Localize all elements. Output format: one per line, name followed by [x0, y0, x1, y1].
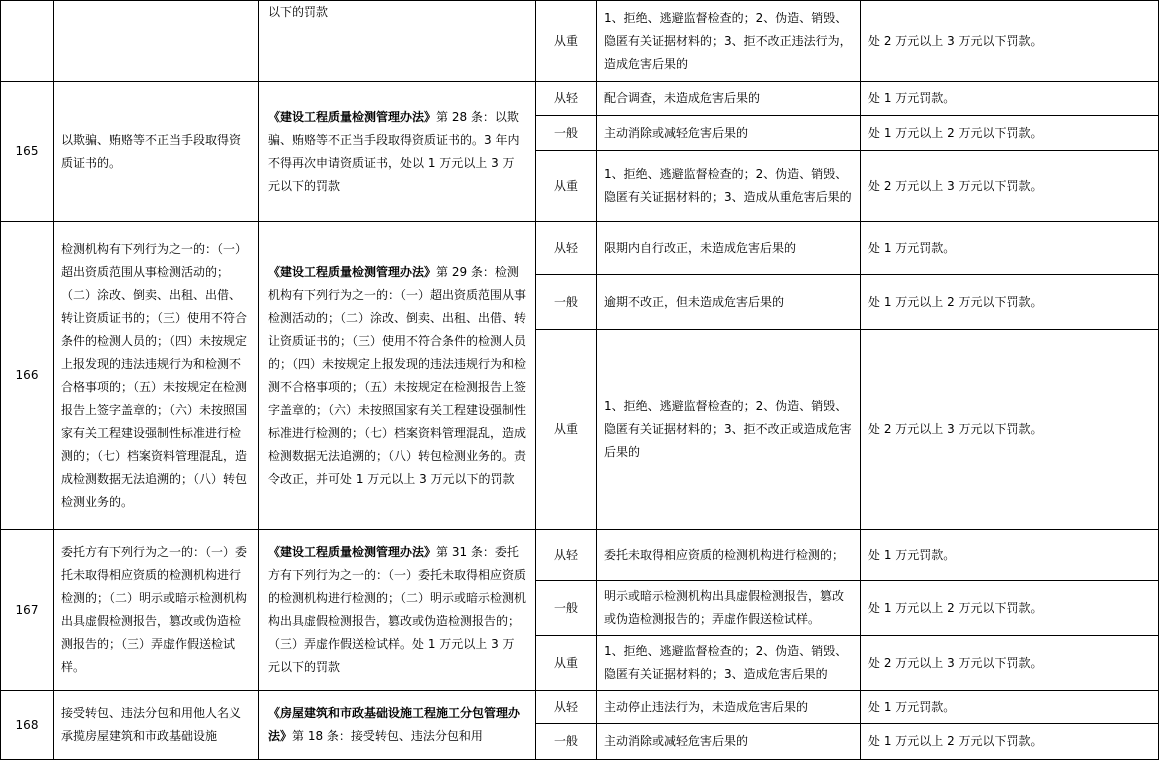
discretion-level-cell: 一般 — [536, 724, 597, 760]
violation-cell: 接受转包、违法分包和用他人名义承揽房屋建筑和市政基础设施 — [54, 691, 259, 760]
circumstance-cell: 1、拒绝、逃避监督检查的；2、伪造、销毁、隐匿有关证据材料的；3、拒不改正违法行为，造成危害后果的 — [597, 1, 861, 82]
penalty-cell: 处 1 万元罚款。 — [861, 691, 1159, 724]
penalty-cell: 处 1 万元以上 2 万元以下罚款。 — [861, 724, 1159, 760]
penalty-cell: 处 1 万元罚款。 — [861, 530, 1159, 581]
discretion-level-cell: 一般 — [536, 275, 597, 330]
circumstance-cell: 主动停止违法行为，未造成危害后果的 — [597, 691, 861, 724]
law-title: 《建设工程质量检测管理办法》 — [268, 109, 437, 124]
law-title: 《建设工程质量检测管理办法》 — [268, 545, 437, 559]
penalty-cell: 处 2 万元以上 3 万元以下罚款。 — [861, 330, 1159, 530]
circumstance-cell: 1、拒绝、逃避监督检查的；2、伪造、销毁、隐匿有关证据材料的；3、拒不改正或造成危害后果的 — [597, 330, 861, 530]
legal-basis-cell — [259, 222, 536, 530]
penalty-cell: 处 2 万元以上 3 万元以下罚款。 — [861, 636, 1159, 691]
discretion-level-cell: 从轻 — [536, 222, 597, 275]
violation-cell: 检测机构有下列行为之一的：（一）超出资质范围从事检测活动的；（二）涂改、倒卖、出租、出借、转让资质证书的；（三）使用不符合条件的检测人员的；（四）未按规定上报发现的违法违规行为和检测不合格事项的；（五）未按规定在检测报告上签字盖章的；（六）未按照国家有关工程建设强制性标准进行检测的；（七）档案资料管理混乱，造成检测数据无法追溯的；（八）转包检测业务的。 — [54, 222, 259, 530]
penalty-cell: 处 2 万元以上 3 万元以下罚款。 — [861, 151, 1159, 222]
law-article: 第 31 条：委托方有下列行为之一的：（一）委托未取得相应资质的检测机构进行检测的；（二）明示或暗示检测机构出具虚假检测报告，篡改或伪造检测报告的；（三）弄虚作假送检试样。处 1 万元以上 3 万元以下的罚款 — [268, 545, 527, 674]
circumstance-cell: 委托未取得相应资质的检测机构进行检测的； — [597, 530, 861, 581]
discretion-level-cell: 从重 — [536, 1, 597, 82]
circumstance-cell: 主动消除或减轻危害后果的 — [597, 116, 861, 151]
penalty-cell: 处 2 万元以上 3 万元以下罚款。 — [861, 1, 1159, 82]
discretion-level-cell: 从重 — [536, 151, 597, 222]
table-row — [1, 82, 1159, 116]
violation-cell: 以欺骗、贿赂等不正当手段取得资质证书的。 — [54, 82, 259, 222]
circumstance-cell: 明示或暗示检测机构出具虚假检测报告，篡改或伪造检测报告的；弄虚作假送检试样。 — [597, 581, 861, 636]
row-number-cell: 168 — [1, 691, 54, 760]
law-article: 第 28 条：以欺骗、贿赂等不正当手段取得资质证书的。3 年内不得再次申请资质证书，处以 1 万元以上 3 万元以下的罚款 — [268, 109, 520, 193]
legal-basis-cell — [259, 1, 536, 82]
legal-basis-cell — [259, 82, 536, 222]
legal-basis-cell — [259, 691, 536, 760]
law-title: 《房屋建筑和市政基础设施工程施工分包管理办法》 — [268, 706, 521, 743]
discretion-level-cell: 一般 — [536, 116, 597, 151]
discretion-level-cell: 从轻 — [536, 530, 597, 581]
penalty-cell: 处 1 万元以上 2 万元以下罚款。 — [861, 116, 1159, 151]
discretion-level-cell: 一般 — [536, 581, 597, 636]
discretion-level-cell: 从轻 — [536, 82, 597, 116]
violation-cell: 委托方有下列行为之一的：（一）委托未取得相应资质的检测机构进行检测的；（二）明示或暗示检测机构出具虚假检测报告，篡改或伪造检测报告的；（三）弄虚作假送检试样。 — [54, 530, 259, 691]
table-row — [1, 222, 1159, 275]
legal-basis-text: 以下的罚款 — [268, 5, 329, 19]
discretion-level-cell: 从轻 — [536, 691, 597, 724]
legal-basis-cell — [259, 530, 536, 691]
circumstance-cell: 1、拒绝、逃避监督检查的；2、伪造、销毁、隐匿有关证据材料的；3、造成从重危害后果的 — [597, 151, 861, 222]
circumstance-cell: 1、拒绝、逃避监督检查的；2、伪造、销毁、隐匿有关证据材料的；3、造成危害后果的 — [597, 636, 861, 691]
penalty-cell: 处 1 万元罚款。 — [861, 222, 1159, 275]
table-row — [1, 1, 1159, 82]
row-number-cell: 167 — [1, 530, 54, 691]
law-title: 《建设工程质量检测管理办法》 — [268, 264, 437, 279]
circumstance-cell: 主动消除或减轻危害后果的 — [597, 724, 861, 760]
law-article: 第 29 条：检测机构有下列行为之一的：（一）超出资质范围从事检测活动的；（二）涂改、倒卖、出租、出借、转让资质证书的；（三）使用不符合条件的检测人员的；（四）未按规定上报发现的违法违规行为和检测不合格事项的；（五）未按规定在检测报告上签字盖章的；（六）未按照国家有关工程建设强制性标准进行检测的；（七）档案资料管理混乱，造成检测数据无法追溯的；（八）转包检测业务的。责令改正，并可处 1 万元以上 3 万元以下的罚款 — [268, 264, 527, 486]
row-number-cell — [1, 1, 54, 82]
circumstance-cell: 配合调查，未造成危害后果的 — [597, 82, 861, 116]
row-number-cell: 166 — [1, 222, 54, 530]
discretion-level-cell: 从重 — [536, 330, 597, 530]
circumstance-cell: 限期内自行改正，未造成危害后果的 — [597, 222, 861, 275]
violation-cell — [54, 1, 259, 82]
law-article: 第 18 条：接受转包、违法分包和用 — [292, 729, 483, 743]
penalty-cell: 处 1 万元以上 2 万元以下罚款。 — [861, 581, 1159, 636]
circumstance-cell: 逾期不改正，但未造成危害后果的 — [597, 275, 861, 330]
penalty-cell: 处 1 万元罚款。 — [861, 82, 1159, 116]
table-row — [1, 530, 1159, 581]
table-row — [1, 691, 1159, 724]
row-number-cell: 165 — [1, 82, 54, 222]
penalty-cell: 处 1 万元以上 2 万元以下罚款。 — [861, 275, 1159, 330]
discretion-level-cell: 从重 — [536, 636, 597, 691]
